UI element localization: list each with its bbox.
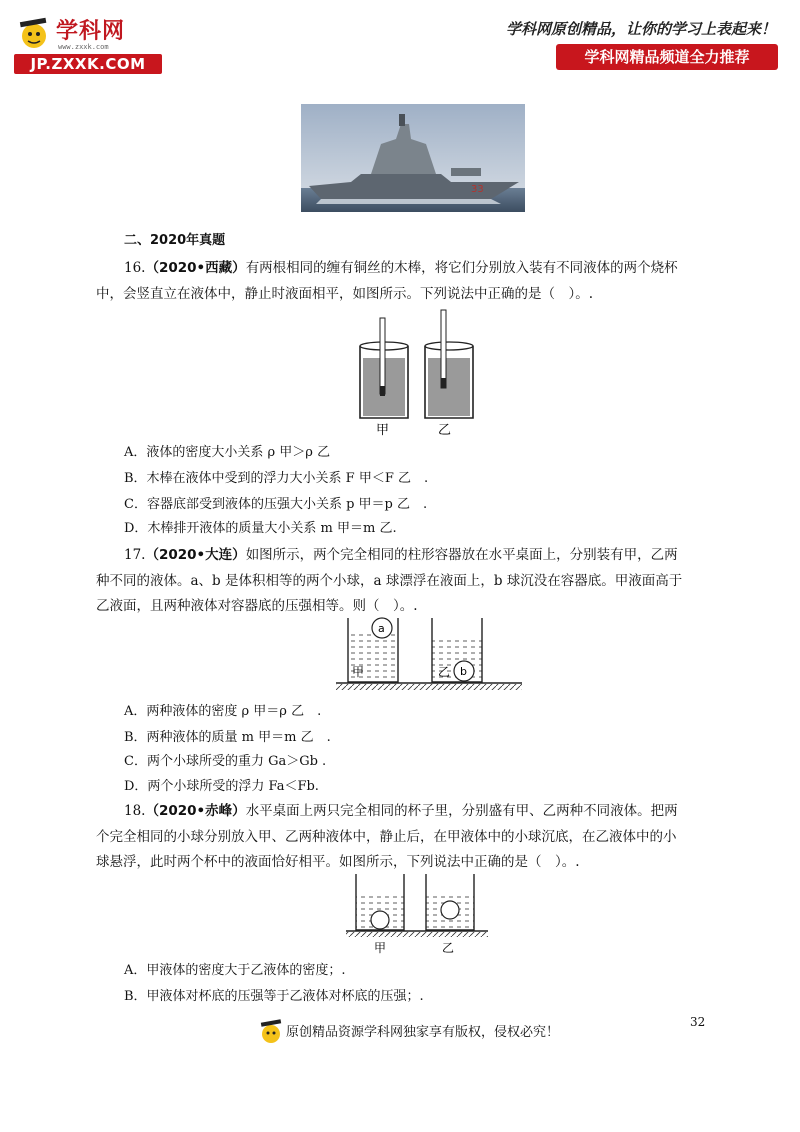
figure-label-left: 甲 — [352, 665, 365, 679]
mascot-icon — [258, 1016, 284, 1048]
warship-photo — [301, 104, 525, 212]
svg-text:33: 33 — [471, 184, 484, 195]
question-16-line-1: 16.（2020•西藏）有两根相同的缠有铜丝的木棒，将它们分别放入装有不同液体的两个烧杯 — [124, 260, 678, 276]
figure-label-left: 甲 — [374, 941, 387, 955]
q17-option-a: A．两种液体的密度 ρ 甲＝ρ 乙 . — [124, 704, 322, 719]
question-number: 16. — [124, 260, 146, 276]
figure-label-right: 乙 — [442, 941, 455, 955]
q18-option-b: B．甲液体对杯底的压强等于乙液体对杯底的压强；. — [124, 989, 424, 1004]
question-number: 18. — [124, 803, 146, 819]
header-slogan: 学科网原创精品，让你的学习上表起来！ — [505, 20, 776, 38]
header-banner[interactable]: 学科网精品频道全力推荐 — [556, 44, 778, 70]
question-17-line-1: 17.（2020•大连）如图所示，两个完全相同的柱形容器放在水平桌面上，分别装有甲，乙两 — [124, 547, 678, 563]
figure-label-right: 乙 — [438, 665, 451, 679]
site-logo[interactable] — [14, 14, 164, 76]
figure-label-right: 乙 — [438, 423, 452, 438]
section-title: 二、2020年真题 — [124, 233, 226, 248]
q17-option-c: C．两个小球所受的重力 Ga＞Gb . — [124, 754, 327, 769]
q16-option-d: D．木棒排开液体的质量大小关系 m 甲＝m 乙. — [124, 521, 397, 536]
q16-option-b: B．木棒在液体中受到的浮力大小关系 F 甲＜F 乙 . — [124, 471, 429, 486]
q16-option-c: C．容器底部受到液体的压强大小关系 p 甲＝p 乙 . — [124, 497, 428, 512]
logo-url-badge[interactable]: JP.ZXXK.COM — [14, 54, 162, 74]
page-number: 32 — [690, 1015, 706, 1029]
question-source: （2020•赤峰） — [145, 803, 246, 819]
question-number: 17. — [124, 547, 146, 563]
figure-16-beakers — [350, 306, 480, 438]
q17-option-b: B．两种液体的质量 m 甲＝m 乙 . — [124, 730, 331, 745]
question-16-line-2: 中，会竖直立在液体中，静止时液面相平，如图所示。下列说法中正确的是（ ）。. — [96, 286, 594, 302]
question-18-line-2: 个完全相同的小球分别放入甲、乙两种液体中，静止后，在甲液体中的小球沉底，在乙液体中的小 — [96, 829, 677, 845]
figure-17-containers — [334, 614, 524, 694]
mascot-icon — [14, 14, 54, 54]
figure-label-left: 甲 — [376, 423, 390, 438]
question-source: （2020•西藏） — [145, 260, 246, 276]
ball-b-label: b — [460, 665, 467, 678]
ball-a-label: a — [378, 622, 385, 635]
q18-option-a: A．甲液体的密度大于乙液体的密度；. — [124, 963, 346, 978]
question-17-line-2: 种不同的液体。a、b 是体积相等的两个小球，a 球漂浮在液面上，b 球沉没在容器底。甲液面高于 — [96, 573, 683, 589]
footer-copyright: 原创精品资源学科网独家享有版权，侵权必究！ — [286, 1025, 560, 1040]
figure-18-cups — [344, 870, 494, 956]
question-18-line-3: 球悬浮，此时两个杯中的液面恰好相平。如图所示，下列说法中正确的是（ ）。. — [96, 854, 580, 870]
q16-option-a: A．液体的密度大小关系 ρ 甲＞ρ 乙 — [124, 445, 331, 460]
q17-option-d: D．两个小球所受的浮力 Fa＜Fb. — [124, 779, 319, 794]
logo-subtext: www.zxxk.com — [58, 43, 109, 51]
question-18-line-1: 18.（2020•赤峰）水平桌面上两只完全相同的杯子里，分别盛有甲、乙两种不同液体。把两 — [124, 803, 678, 819]
question-source: （2020•大连） — [145, 547, 246, 563]
logo-text: 学科网 — [56, 19, 126, 44]
question-17-line-3: 乙液面，且两种液体对容器底的压强相等。则（ ）。. — [96, 598, 418, 614]
